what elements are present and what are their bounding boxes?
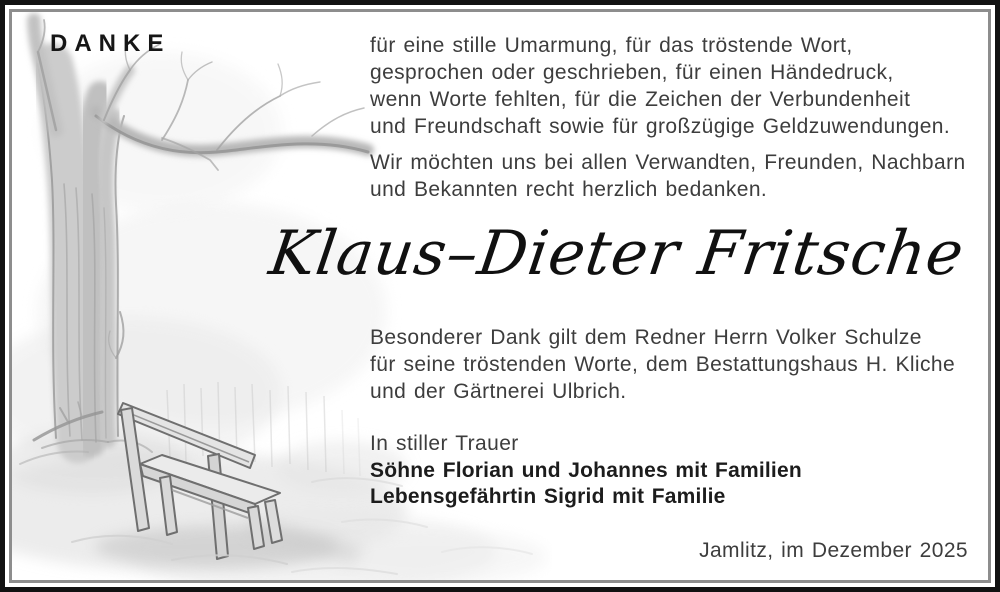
text-line: Wir möchten uns bei allen Verwandten, Freunden, Nachbarn xyxy=(370,151,966,174)
deceased-name: Klaus–Dieter Fritsche xyxy=(265,218,969,289)
text-line: und Bekannten recht herzlich bedanken. xyxy=(370,178,768,201)
dateline: Jamlitz, im Dezember 2025 xyxy=(699,539,968,562)
thanks-general-paragraph xyxy=(370,149,966,203)
mourner-line: Söhne Florian und Johannes mit Familien xyxy=(370,459,802,482)
mourners-paragraph xyxy=(370,458,802,510)
outer-frame-gap xyxy=(5,5,995,587)
text-line: Besonderer Dank gilt dem Redner Herrn Volker Schulze xyxy=(370,326,922,349)
danke-heading: DANKE xyxy=(50,30,171,57)
text-line: wenn Worte fehlten, für die Zeichen der Verbundenheit xyxy=(370,88,911,111)
text-line: und der Gärtnerei Ulbrich. xyxy=(370,380,627,403)
text-line: gesprochen oder geschrieben, für einen Händedruck, xyxy=(370,61,894,84)
thanks-intro-paragraph xyxy=(370,32,950,140)
mourner-line: Lebensgefährtin Sigrid mit Familie xyxy=(370,485,726,508)
text-line: für seine tröstenden Worte, dem Bestattungshaus H. Kliche xyxy=(370,353,956,376)
special-thanks-paragraph xyxy=(370,324,955,405)
text-line: und Freundschaft sowie für großzügige Geldzuwendungen. xyxy=(370,115,951,138)
inner-frame xyxy=(9,9,991,583)
text-line: für eine stille Umarmung, für das tröstende Wort, xyxy=(370,34,853,57)
in-stiller-trauer-line: In stiller Trauer xyxy=(370,432,519,455)
